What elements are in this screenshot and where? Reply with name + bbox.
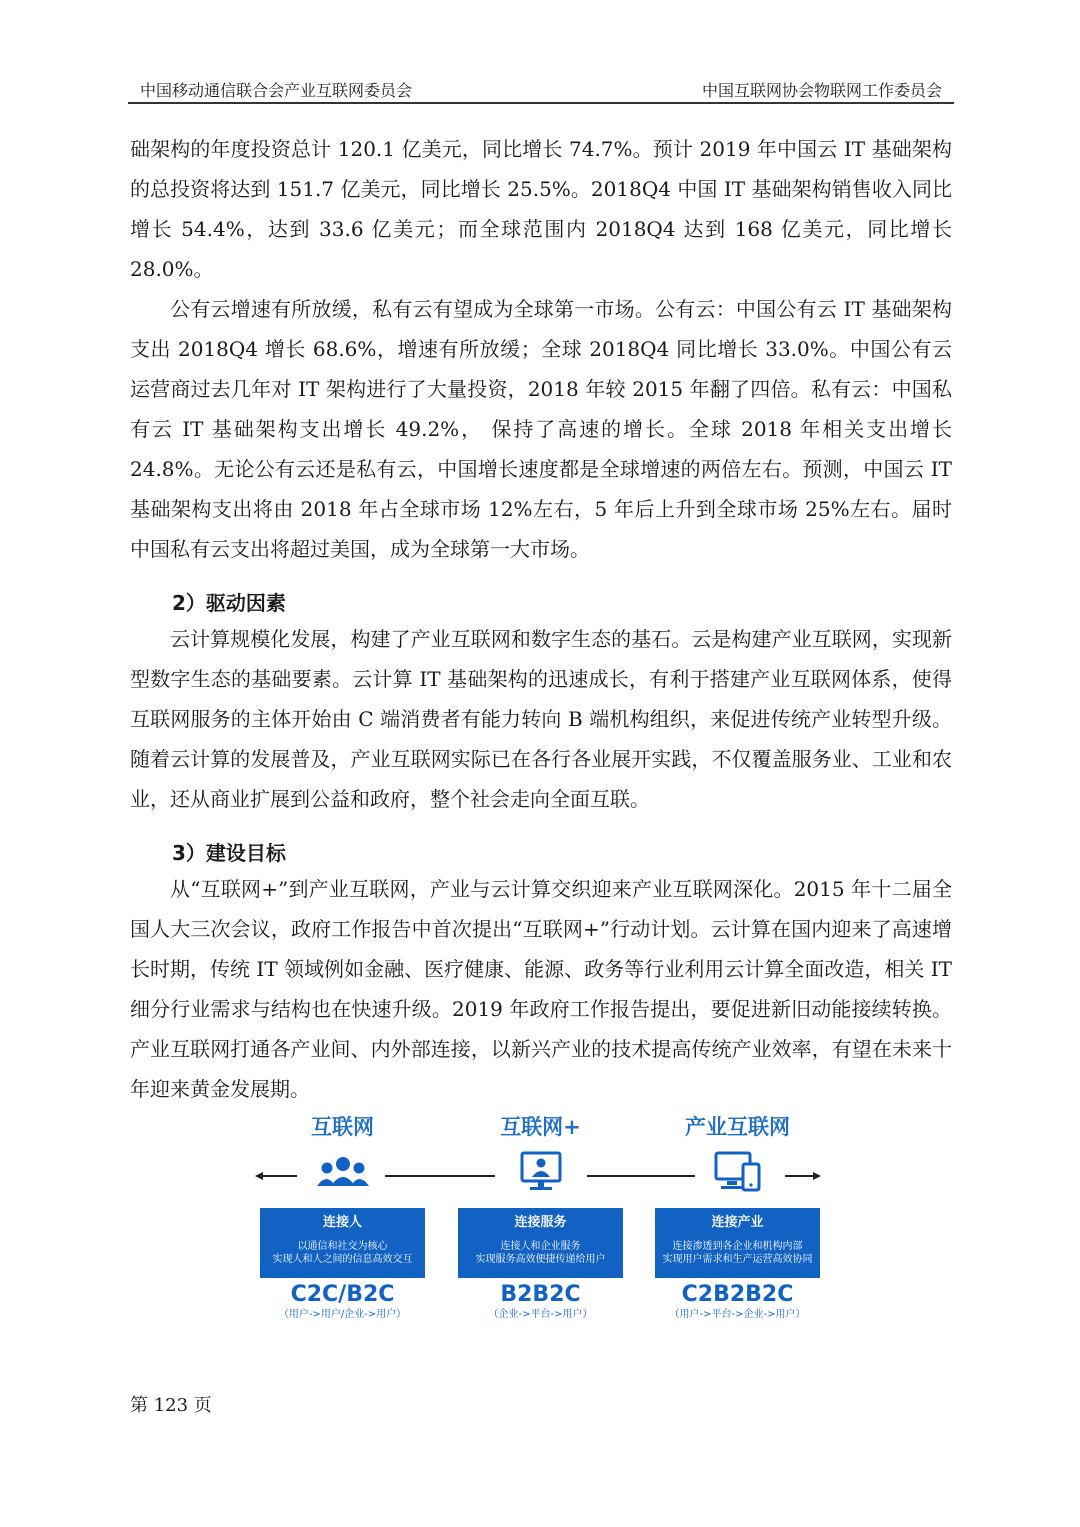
model-flow: （企业->平台->用户）	[488, 1309, 593, 1320]
business-model: B2B2C	[500, 1282, 581, 1307]
people-icon	[313, 1154, 373, 1194]
model-flow: （用户->平台->企业->用户）	[669, 1309, 806, 1320]
column-title: 互联网	[311, 1115, 374, 1139]
box-description-line1: 连接渗透到各企业和机构内部	[672, 1241, 803, 1252]
devices-icon	[713, 1150, 763, 1194]
page-number: 第 123 页	[130, 1395, 212, 1416]
column-internet	[260, 1110, 425, 1322]
header-right: 中国互联网协会物联网工作委员会	[701, 81, 942, 100]
paragraph-public-private-cloud: 公有云增速有所放缓，私有云有望成为全球第一市场。公有云：中国公有云 IT 基础架构支出 2018Q4 增长 68.6%，增速有所放缓；全球 2018Q4 同比增长 33.0%。中国公有云运营商过去几年对 IT 架构进行了大量投资，2018 年较 2015 年翻了四倍。私有云：中国私有云 IT 基础架构支出增长 49.2%， 保持了高速的增长。全球 2018 年相关支出增长 24.8%。无论公有云还是私有云，中国增长速度都是全球增速的两倍左右。预测，中国云 IT 基础架构支出将由 2018 年占全球市场 12%左右，5 年后上升到全球市场 25%左右。届时中国私有云支出将超过美国，成为全球第一大市场。	[130, 297, 952, 561]
business-model: C2C/B2C	[290, 1282, 395, 1307]
column-internet-plus	[458, 1110, 623, 1322]
box-description-line2: 实现用户需求和生产运营高效协同	[662, 1254, 813, 1265]
business-model: C2B2B2C	[681, 1282, 794, 1307]
box-description-line2: 实现服务高效便捷传递给用户	[475, 1254, 606, 1265]
concept-box	[260, 1208, 425, 1278]
internet-evolution-diagram	[255, 1110, 835, 1325]
box-title: 连接服务	[514, 1215, 567, 1230]
paragraph-drivers: 云计算规模化发展，构建了产业互联网和数字生态的基石。云是构建产业互联网，实现新型数字生态的基础要素。云计算 IT 基础架构的迅速成长，有利于搭建产业互联网体系，使得互联网服务的主体开始由 C 端消费者有能力转向 B 端机构组织，来促进传统产业转型升级。随着云计算的发展普及，产业互联网实际已在各行各业展开实践，不仅覆盖服务业、工业和农业，还从商业扩展到公益和政府，整个社会走向全面互联。	[130, 627, 952, 811]
monitor-user-icon	[518, 1150, 564, 1194]
section-heading-goals: 3）建设目标	[172, 841, 286, 865]
model-flow: （用户->用户/企业->用户）	[278, 1309, 407, 1320]
concept-box	[458, 1208, 623, 1278]
box-description-line1: 连接人和企业服务	[500, 1241, 581, 1252]
page-header	[128, 72, 954, 104]
concept-box	[655, 1208, 820, 1278]
paragraph-goals: 从“互联网+”到产业互联网，产业与云计算交织迎来产业互联网深化。2015 年十二届全国人大三次会议，政府工作报告中首次提出“互联网+”行动计划。云计算在国内迎来了高速增长时期，传统 IT 领域例如金融、医疗健康、能源、政务等行业利用云计算全面改造，相关 IT 细分行业需求与结构也在快速升级。2019 年政府工作报告提出，要促进新旧动能接续转换。产业互联网打通各产业间、内外部连接，以新兴产业的技术提高传统产业效率，有望在未来十年迎来黄金发展期。	[130, 877, 952, 1101]
column-title: 产业互联网	[685, 1115, 790, 1139]
section-heading-drivers: 2）驱动因素	[172, 591, 286, 615]
box-title: 连接产业	[711, 1215, 764, 1230]
box-description-line1: 以通信和社交为核心	[297, 1241, 388, 1252]
column-title: 互联网+	[500, 1115, 581, 1139]
column-industrial-internet	[655, 1110, 820, 1322]
paragraph-investment: 础架构的年度投资总计 120.1 亿美元，同比增长 74.7%。预计 2019 年中国云 IT 基础架构的总投资将达到 151.7 亿美元，同比增长 25.5%。2018Q4 中国 IT 基础架构销售收入同比增长 54.4%，达到 33.6 亿美元；而全球范围内 2018Q4 达到 168 亿美元，同比增长 28.0%。	[130, 137, 952, 281]
header-left: 中国移动通信联合会产业互联网委员会	[140, 81, 413, 100]
box-description-line2: 实现人和人之间的信息高效交互	[272, 1254, 413, 1265]
box-title: 连接人	[322, 1215, 362, 1230]
